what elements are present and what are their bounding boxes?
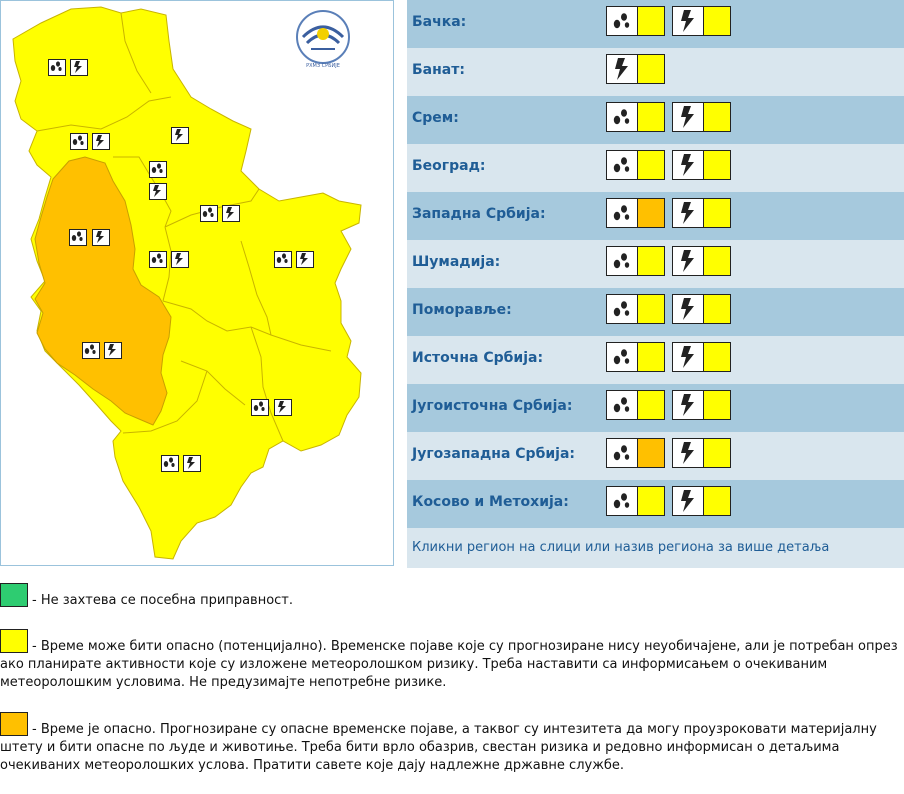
region-row-kosovo-i-metohija[interactable] xyxy=(407,480,904,528)
rain-icon xyxy=(49,60,63,72)
map-rain-icon[interactable] xyxy=(48,59,66,76)
legend-text-orange: - Време је опасно. Прогнозиране су опасне временске појаве, а таквог су интезитета да могу проузроковати материјалну штету и бити опасне по људе и животиње. Треба бити врло обазрив, свестан ризика и редовно информисан о детаљима очекиваних метеоролошких услова. Пратити савете које дају надлежне државне службе. xyxy=(0,722,877,773)
thunder-indicator xyxy=(672,198,731,228)
warning-level-swatch xyxy=(637,487,664,515)
map-thunder-icon[interactable] xyxy=(274,399,292,416)
rain-icon xyxy=(611,347,633,367)
thunder-icon xyxy=(677,393,699,417)
region-name[interactable]: Поморавље: xyxy=(412,302,512,318)
map-rain-icon[interactable] xyxy=(82,342,100,359)
thunder-icon xyxy=(71,60,85,74)
region-row-zapadna-srbija[interactable] xyxy=(407,192,904,240)
region-name[interactable]: Шумадија: xyxy=(412,254,501,270)
legend-swatch-orange xyxy=(0,712,28,736)
map-thunder-icon[interactable] xyxy=(92,229,110,246)
rain-icon xyxy=(611,107,633,127)
thunder-icon xyxy=(677,297,699,321)
warning-level-swatch xyxy=(637,103,664,131)
thunder-indicator xyxy=(672,102,731,132)
thunder-icon xyxy=(677,201,699,225)
region-name[interactable]: Југозападна Србија: xyxy=(412,446,575,462)
map-thunder-icon[interactable] xyxy=(171,127,189,144)
warning-level-swatch xyxy=(637,151,664,179)
warning-level-swatch xyxy=(637,199,664,227)
region-row-backa[interactable] xyxy=(407,0,904,48)
rain-icon xyxy=(611,491,633,511)
rain-icon xyxy=(611,251,633,271)
warning-level-swatch xyxy=(637,295,664,323)
warning-level-swatch xyxy=(703,151,730,179)
hint-text: Кликни регион на слици или назив региона за више детаља xyxy=(412,540,830,555)
region-row-banat[interactable] xyxy=(407,48,904,96)
warning-level-swatch xyxy=(703,487,730,515)
thunder-indicator xyxy=(672,150,731,180)
serbia-map xyxy=(1,1,395,567)
map-thunder-icon[interactable] xyxy=(104,342,122,359)
warning-level-swatch xyxy=(637,55,664,83)
region-row-jugozapadna-srbija[interactable] xyxy=(407,432,904,480)
rain-icon xyxy=(611,443,633,463)
map-thunder-icon[interactable] xyxy=(171,251,189,268)
warning-level-swatch xyxy=(703,391,730,419)
rain-indicator xyxy=(606,390,665,420)
legend-swatch-green xyxy=(0,583,28,607)
thunder-indicator xyxy=(672,486,731,516)
rain-indicator xyxy=(606,342,665,372)
thunder-icon xyxy=(677,441,699,465)
rain-icon xyxy=(611,203,633,223)
map-thunder-icon[interactable] xyxy=(296,251,314,268)
map-thunder-icon[interactable] xyxy=(92,133,110,150)
thunder-icon xyxy=(677,489,699,513)
region-list xyxy=(407,0,904,528)
warning-level-swatch xyxy=(703,247,730,275)
thunder-indicator xyxy=(672,390,731,420)
warning-map-panel xyxy=(0,0,394,566)
region-row-jugoistocna-srbija[interactable] xyxy=(407,384,904,432)
warning-level-swatch xyxy=(637,391,664,419)
rain-indicator xyxy=(606,486,665,516)
map-rain-icon[interactable] xyxy=(200,205,218,222)
region-row-pomoravlje[interactable] xyxy=(407,288,904,336)
map-rain-icon[interactable] xyxy=(161,455,179,472)
region-name[interactable]: Банат: xyxy=(412,62,465,78)
logo-text: РХМЗ СРБИЈЕ xyxy=(306,63,340,69)
thunder-indicator xyxy=(672,294,731,324)
thunder-icon xyxy=(611,57,633,81)
region-name[interactable]: Источна Србија: xyxy=(412,350,544,366)
region-name[interactable]: Косово и Метохија: xyxy=(412,494,569,510)
map-thunder-icon[interactable] xyxy=(222,205,240,222)
rain-indicator xyxy=(606,102,665,132)
warning-level-swatch xyxy=(703,199,730,227)
rain-icon xyxy=(611,395,633,415)
warning-level-swatch xyxy=(703,343,730,371)
map-rain-icon[interactable] xyxy=(274,251,292,268)
warning-level-swatch xyxy=(637,439,664,467)
rain-icon xyxy=(611,11,633,31)
rain-indicator xyxy=(606,6,665,36)
rain-icon xyxy=(611,299,633,319)
map-rain-icon[interactable] xyxy=(70,133,88,150)
region-row-srem[interactable] xyxy=(407,96,904,144)
legend-swatch-yellow xyxy=(0,629,28,653)
thunder-indicator xyxy=(672,438,731,468)
warning-level-swatch xyxy=(637,7,664,35)
map-rain-icon[interactable] xyxy=(69,229,87,246)
legend-yellow xyxy=(0,629,904,692)
thunder-icon xyxy=(677,9,699,33)
thunder-indicator xyxy=(672,6,731,36)
rhmz-logo-icon xyxy=(297,11,349,63)
thunder-indicator xyxy=(672,342,731,372)
rain-indicator xyxy=(606,294,665,324)
warning-level-swatch xyxy=(637,343,664,371)
thunder-icon xyxy=(677,153,699,177)
warning-level-swatch xyxy=(703,439,730,467)
legend-green xyxy=(0,583,904,610)
map-thunder-icon[interactable] xyxy=(183,455,201,472)
thunder-indicator xyxy=(672,246,731,276)
map-rain-icon[interactable] xyxy=(149,251,167,268)
warning-level-swatch xyxy=(703,295,730,323)
rain-indicator xyxy=(606,150,665,180)
rain-indicator xyxy=(606,246,665,276)
thunder-icon xyxy=(677,249,699,273)
warning-level-swatch xyxy=(703,103,730,131)
map-thunder-icon[interactable] xyxy=(149,183,167,200)
warning-level-swatch xyxy=(637,247,664,275)
region-name[interactable]: Срем: xyxy=(412,110,459,126)
region-name[interactable]: Западна Србија: xyxy=(412,206,546,222)
region-row-sumadija[interactable] xyxy=(407,240,904,288)
instruction-hint xyxy=(407,528,904,568)
region-row-istocna-srbija[interactable] xyxy=(407,336,904,384)
legend-text-yellow: - Време може бити опасно (потенцијално). Временске појаве које су прогнозиране нису неуобичајене, али је потребан опрез ако планирате активности које су изложене метеоролошком ризику. Треба наставити са информисањем о очекиваним метеоролошким условима. Не предузимајте непотребне ризике. xyxy=(0,639,898,690)
legend-orange xyxy=(0,712,904,775)
map-rain-icon[interactable] xyxy=(251,399,269,416)
region-name[interactable]: Југоисточна Србија: xyxy=(412,398,573,414)
rain-indicator xyxy=(606,198,665,228)
thunder-icon xyxy=(677,105,699,129)
map-rain-icon[interactable] xyxy=(149,161,167,178)
map-thunder-icon[interactable] xyxy=(70,59,88,76)
thunder-indicator xyxy=(606,54,665,84)
region-name[interactable]: Бачка: xyxy=(412,14,467,30)
region-name[interactable]: Београд: xyxy=(412,158,486,174)
region-row-beograd[interactable] xyxy=(407,144,904,192)
rain-indicator xyxy=(606,438,665,468)
legend-text-green: - Не захтева се посебна приправност. xyxy=(32,593,294,608)
warning-level-swatch xyxy=(703,7,730,35)
rain-icon xyxy=(611,155,633,175)
thunder-icon xyxy=(677,345,699,369)
